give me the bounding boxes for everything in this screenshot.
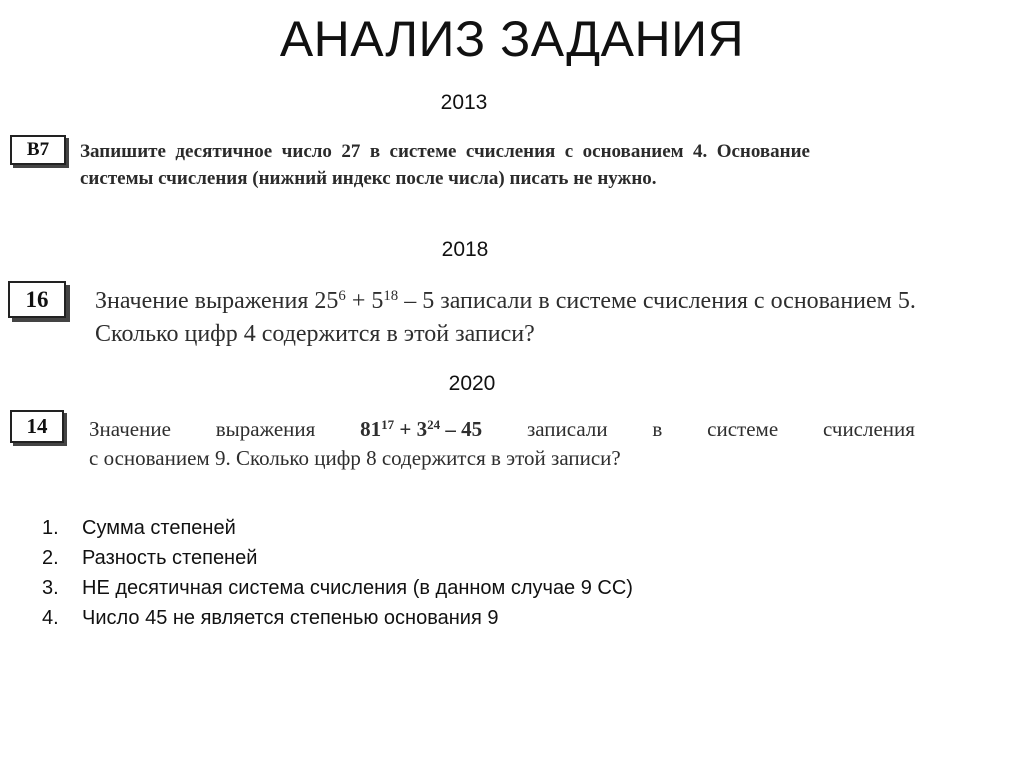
task-number-badge	[10, 410, 64, 443]
task-2018-line2: Сколько цифр 4 содержится в этой записи?	[95, 321, 535, 347]
list-item: 2. Разность степеней	[42, 547, 258, 569]
task-2020-text	[89, 415, 915, 473]
year-2020-label: 2020	[448, 372, 496, 395]
expression: $25^6 + 5^{18}$	[314, 287, 399, 314]
slide-title: АНАЛИЗ ЗАДАНИЯ	[279, 11, 745, 67]
year-2018-label: 2018	[441, 238, 489, 261]
task-number-badge	[8, 281, 66, 318]
task-2020-line2: с основанием 9. Сколько цифр 8 содержится в этой записи?	[89, 446, 621, 470]
task-2020-line1: Значение выражения $81^{17} + 3^{24} - 45$ записали в системе счисления	[89, 415, 915, 444]
task-number: 14	[26, 414, 48, 438]
task-number: B7	[26, 139, 50, 160]
list-item: 3. НЕ десятичная система счисления (в данном случае 9 СС)	[42, 577, 633, 599]
year-2013-label: 2013	[440, 91, 488, 114]
list-item: 4. Число 45 не является степенью основания 9	[42, 607, 499, 629]
task-number: 16	[25, 286, 49, 312]
task-number-badge	[10, 135, 66, 165]
task-2018-line1: Значение выражения $25^6 + 5^{18} - 5$ записали в системе счисления с основанием 5.	[95, 287, 916, 314]
task-2013-text: Запишите десятичное число 27 в системе счисления с основанием 4. Основание системы счисления (нижний индекс после числа) писать не нужно.	[80, 141, 810, 189]
task-2018-text	[95, 285, 1015, 351]
expression: $81^{17} + 3^{24} - 45$	[360, 416, 483, 441]
analysis-list	[42, 513, 633, 633]
list-item: 1. Сумма степеней	[42, 517, 236, 539]
